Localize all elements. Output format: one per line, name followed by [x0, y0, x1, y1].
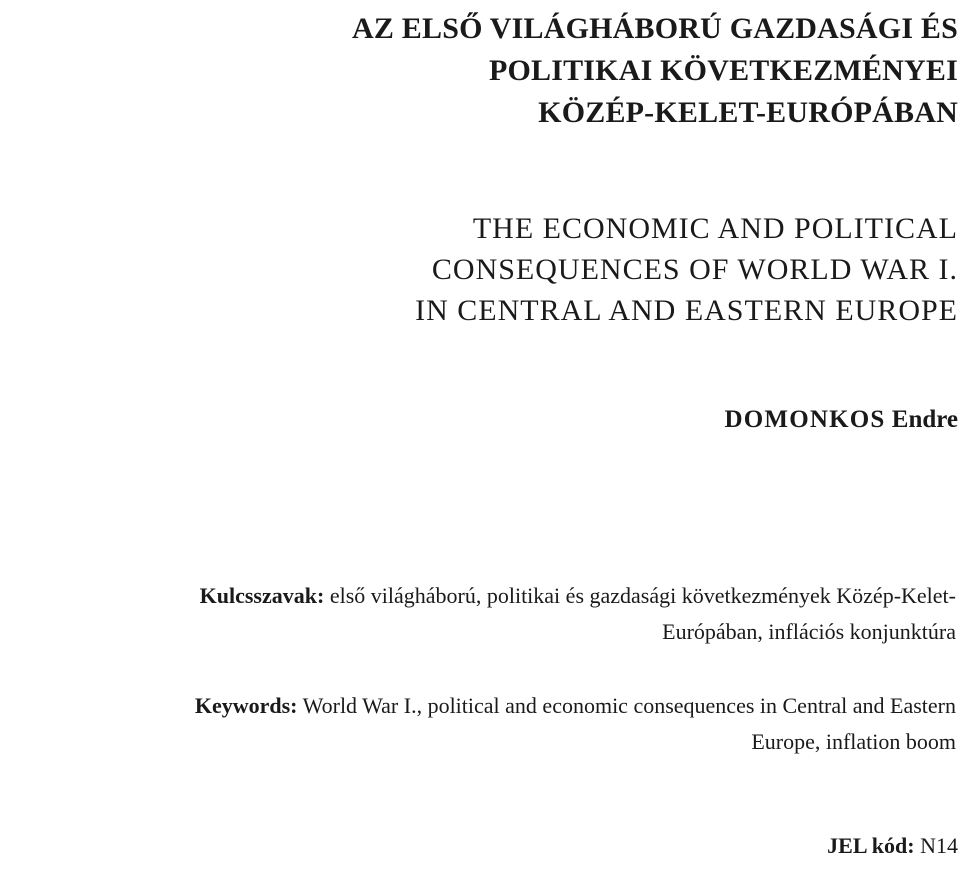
english-keywords	[2, 688, 956, 760]
hungarian-keywords	[2, 578, 956, 650]
english-title-line-3: IN CENTRAL AND EASTERN EUROPE	[415, 294, 958, 327]
jel-label: JEL kód:	[827, 833, 915, 858]
hungarian-keywords-line-1	[2, 578, 956, 614]
hungarian-keywords-text-2: Európában, inflációs konjunktúra	[662, 619, 956, 644]
hungarian-keywords-label: Kulcsszavak:	[199, 583, 325, 608]
english-keywords-line-1	[2, 688, 956, 724]
author-name	[725, 400, 958, 440]
author-given-name: Endre	[891, 406, 958, 433]
hungarian-title-line-1: AZ ELSŐ VILÁGHÁBORÚ GAZDASÁGI ÉS	[352, 12, 958, 45]
hungarian-title-line-3: KÖZÉP-KELET-EURÓPÁBAN	[538, 96, 958, 129]
hungarian-keywords-text-1: első világháború, politikai és gazdasági következmények Közép-Kelet-	[329, 583, 956, 608]
jel-classification	[827, 832, 958, 860]
jel-code: N14	[920, 833, 958, 858]
english-keywords-text-2: Europe, inflation boom	[751, 729, 956, 754]
english-keywords-label: Keywords:	[194, 693, 298, 718]
hungarian-title-line-2: POLITIKAI KÖVETKEZMÉNYEI	[488, 54, 958, 87]
english-keywords-text-1: World War I., political and economic consequences in Central and Eastern	[302, 693, 956, 718]
english-title-line-1: THE ECONOMIC AND POLITICAL	[472, 212, 958, 245]
hungarian-title	[352, 8, 958, 134]
english-title-line-2: CONSEQUENCES OF WORLD WAR I.	[431, 253, 958, 286]
author-surname: DOMONKOS	[724, 406, 886, 433]
english-title	[415, 208, 958, 331]
